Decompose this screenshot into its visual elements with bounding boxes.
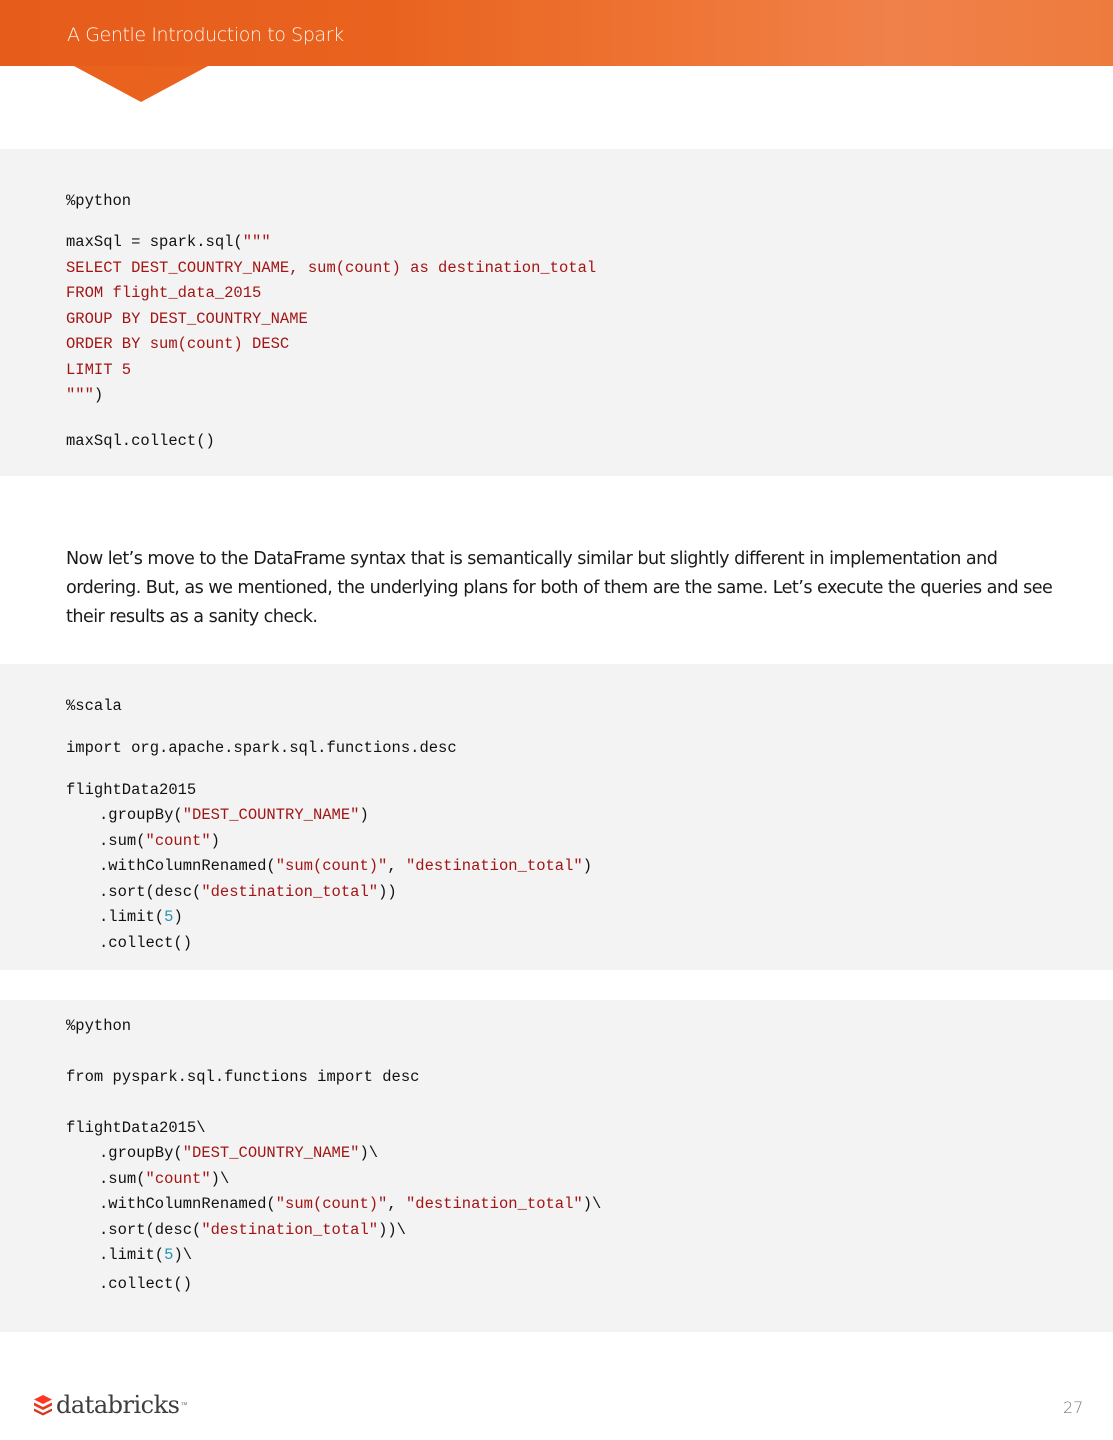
code-line: .withColumnRenamed("sum(count)", "destination_total")\	[99, 1195, 602, 1213]
code-line: .collect()	[99, 934, 193, 952]
code-line: maxSql.collect()	[66, 432, 215, 450]
code-line: .sum("count")	[99, 832, 220, 850]
page-number: 27	[1063, 1398, 1084, 1417]
code-line: SELECT DEST_COUNTRY_NAME, sum(count) as destination_total	[66, 259, 597, 277]
code-line: .groupBy("DEST_COUNTRY_NAME")	[99, 806, 369, 824]
code-line: maxSql = spark.sql("""	[66, 233, 271, 251]
code-line: flightData2015\	[66, 1119, 206, 1137]
header-notch-decoration	[74, 66, 208, 102]
code-line: import org.apache.spark.sql.functions.desc	[66, 739, 457, 757]
trademark-symbol: ™	[180, 1401, 188, 1409]
code-line: .sum("count")\	[99, 1170, 230, 1188]
code-language-tag: %python	[66, 192, 132, 210]
code-language-tag: %python	[66, 1017, 132, 1035]
code-line: ORDER BY sum(count) DESC	[66, 335, 290, 353]
code-line: .limit(5)	[99, 908, 183, 926]
code-line: .groupBy("DEST_COUNTRY_NAME")\	[99, 1144, 379, 1162]
databricks-stack-icon	[33, 1394, 53, 1416]
code-line: FROM flight_data_2015	[66, 284, 262, 302]
code-line: LIMIT 5	[66, 361, 132, 379]
code-language-tag: %scala	[66, 697, 122, 715]
code-line: .limit(5)\	[99, 1246, 193, 1264]
databricks-logo	[33, 1390, 187, 1420]
code-line: from pyspark.sql.functions import desc	[66, 1068, 420, 1086]
body-paragraph: Now let’s move to the DataFrame syntax that is semantically similar but slightly different in implementation and ordering. But, as we mentioned, the underlying plans for both of them are the same. Let’s execute the queries and see their results as a sanity check.	[66, 549, 1053, 627]
logo-wordmark: databricks	[56, 1391, 180, 1419]
document-section-title: A Gentle Introduction to Spark	[67, 24, 344, 46]
code-line: flightData2015	[66, 781, 197, 799]
code-line: .withColumnRenamed("sum(count)", "destination_total")	[99, 857, 593, 875]
code-line: GROUP BY DEST_COUNTRY_NAME	[66, 310, 308, 328]
code-line: .collect()	[99, 1275, 193, 1293]
code-line: .sort(desc("destination_total"))	[99, 883, 397, 901]
code-line: .sort(desc("destination_total"))\	[99, 1221, 406, 1239]
code-line: """)	[66, 386, 104, 404]
